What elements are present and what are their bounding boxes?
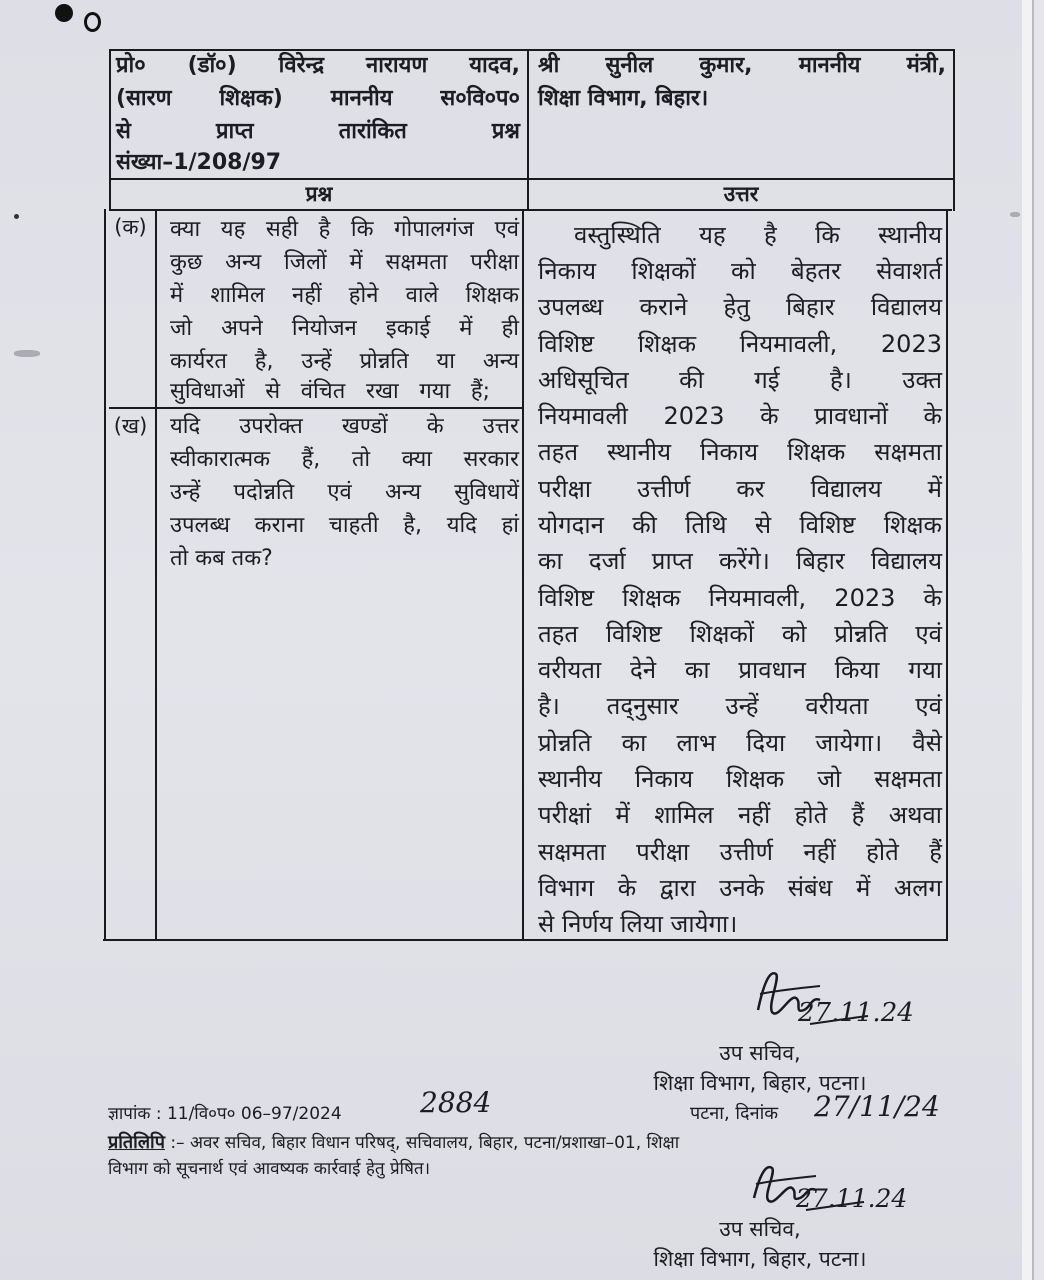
answer-line: परीक्षां में शामिल नहीं होते हैं अथवा (538, 801, 942, 829)
question-line: जो अपने नियोजन इकाई में ही (170, 316, 519, 341)
answer-line: विशिष्ट शिक्षक नियमावली, 2023 (538, 330, 942, 358)
punch-hole-mark (55, 4, 73, 22)
signature-date: 27.11.24 (798, 998, 914, 1028)
answer-line: परीक्षा उत्तीर्ण कर विद्यालय में (538, 475, 942, 503)
minister-line: शिक्षा विभाग, बिहार। (538, 86, 709, 111)
question-number: संख्या–1/208/97 (116, 150, 282, 175)
smudge-mark (1010, 212, 1020, 217)
copy-label: प्रतिलिपि (108, 1132, 165, 1153)
signature-block (620, 1158, 908, 1278)
copy-line-2: विभाग को सूचनार्थ एवं आवष्यक कार्रवाई हेतु प्रेषित। (108, 1159, 431, 1179)
signature-block (620, 962, 914, 1095)
answer-line: सक्षमता परीक्षा उत्तीर्ण नहीं होते हैं (538, 838, 942, 866)
signatory-office: शिक्षा विभाग, बिहार, पटना। (653, 1071, 867, 1095)
question-line: उन्हें पदोन्नति एवं अन्य सुविधायें (170, 480, 519, 505)
column-header-question: प्रश्न (305, 182, 333, 206)
smudge-mark (14, 350, 40, 357)
question-line: यदि उपरोक्त खण्डों के उत्तर (170, 414, 519, 439)
copy-line-1 (108, 1130, 938, 1156)
answer-line: योगदान की तिथि से विशिष्ट शिक्षक (538, 511, 942, 539)
signature-date: 27.11.24 (796, 1184, 908, 1213)
question-line: क्या यह सही है कि गोपालगंज एवं (170, 217, 519, 242)
memo-date-handwritten: 27/11/24 (814, 1090, 940, 1123)
signatory-designation: उप सचिव, (719, 1217, 801, 1241)
page-edge (1022, 0, 1032, 1280)
minister-line: श्री सुनील कुमार, माननीय मंत्री, (538, 53, 946, 78)
answer-line: वस्तुस्थिति यह है कि स्थानीय (574, 221, 942, 249)
answer-line: नियमावली 2023 के प्रावधानों के (538, 402, 942, 430)
question-line: में शामिल नहीं होने वाले शिक्षक (170, 283, 519, 308)
answer-line: से निर्णय लिया जायेगा। (538, 910, 738, 938)
answer-line: तहत विशिष्ट शिक्षकों को प्रोन्नति एवं (538, 620, 942, 648)
questioner-line: प्रो० (डॉ०) विरेन्द्र नारायण यादव, (116, 53, 520, 78)
question-line: तो कब तक? (170, 546, 273, 571)
memo-number-handwritten: 2884 (420, 1086, 492, 1119)
question-line: सुविधाओं से वंचित रखा गया हैं; (170, 379, 490, 404)
answer-line: उपलब्ध कराने हेतु बिहार विद्यालय (538, 293, 942, 321)
answer-line: प्रोन्नति का लाभ दिया जायेगा। वैसे (538, 729, 942, 757)
speck-mark (14, 214, 19, 219)
answer-line: है। तद्नुसार उन्हें वरीयता एवं (538, 692, 942, 720)
answer-line: स्थानीय निकाय शिक्षक जो सक्षमता (538, 765, 942, 793)
signatory-designation: उप सचिव, (719, 1041, 801, 1065)
memo-date-label: पटना, दिनांक (690, 1103, 779, 1124)
question-line: कार्यरत है, उन्हें प्रोन्नति या अन्य (170, 349, 519, 374)
signatory-office: शिक्षा विभाग, बिहार, पटना। (653, 1247, 867, 1271)
punch-ring-mark (84, 12, 101, 32)
copy-text: :– अवर सचिव, बिहार विधान परिषद्, सचिवालय, बिहार, पटना/प्रशाखा–01, शिक्षा (170, 1133, 680, 1153)
memo-number: ज्ञापांक : 11/वि०प० 06–97/2024 (108, 1104, 342, 1124)
answer-line: अधिसूचित की गई है। उक्त (538, 366, 942, 394)
questioner-line: (सारण शिक्षक) माननीय स०वि०प० (116, 86, 520, 111)
question-label: (ख) (113, 414, 148, 438)
question-line: कुछ अन्य जिलों में सक्षमता परीक्षा (170, 250, 519, 275)
questioner-line: से प्राप्त तारांकित प्रश्न (116, 119, 520, 144)
question-label: (क) (114, 215, 147, 239)
answer-line: निकाय शिक्षकों को बेहतर सेवाशर्त (538, 257, 942, 285)
question-line: स्वीकारात्मक हैं, तो क्या सरकार (170, 447, 519, 472)
answer-line: विशिष्ट शिक्षक नियमावली, 2023 के (538, 584, 942, 612)
answer-line: का दर्जा प्राप्त करेंगे। बिहार विद्यालय (538, 547, 942, 575)
answer-line: वरीयता देने का प्रावधान किया गया (538, 656, 942, 684)
column-header-answer: उत्तर (723, 182, 759, 206)
answer-line: विभाग के द्वारा उनके संबंध में अलग (538, 874, 942, 902)
answer-line: तहत स्थानीय निकाय शिक्षक सक्षमता (538, 438, 942, 466)
question-line: उपलब्ध कराना चाहती है, यदि हां (170, 513, 519, 538)
